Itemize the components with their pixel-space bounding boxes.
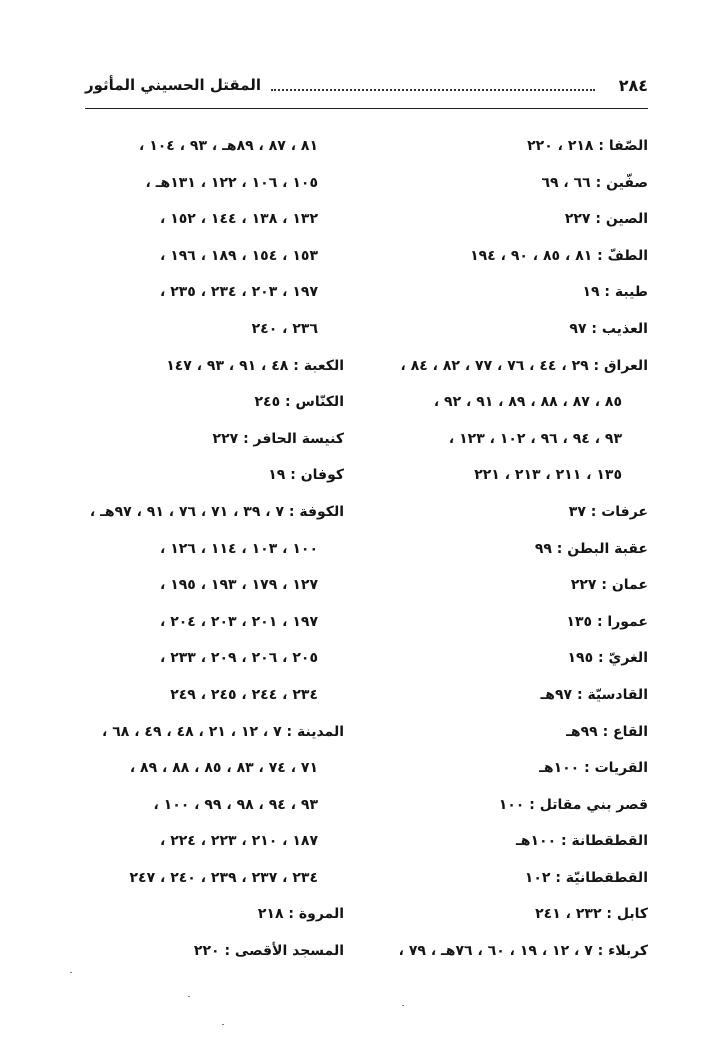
- index-page-refs: ٩٣ ، ٩٤ ، ٩٦ ، ١٠٢ ، ١٢٣ ،: [448, 430, 622, 447]
- index-entry: [54, 531, 344, 568]
- index-entry: [54, 165, 344, 202]
- index-entry: [54, 457, 344, 494]
- index-entry: [54, 714, 344, 751]
- index-page-refs: ٣٧: [568, 503, 586, 520]
- index-term: القطقطانة :: [561, 833, 648, 850]
- index-entry: [366, 896, 648, 933]
- index-page-refs: ٩٧: [569, 320, 587, 337]
- index-page-refs: ٦٦ ، ٦٩: [541, 174, 591, 191]
- index-entry: [54, 274, 344, 311]
- index-term: عرفات :: [590, 503, 648, 520]
- index-entry: [54, 494, 344, 531]
- index-entry: [366, 238, 648, 275]
- index-page-refs: ٢٣٢ ، ٢٤١: [535, 906, 602, 923]
- index-column-left: [54, 128, 344, 970]
- index-term: المروة :: [288, 906, 344, 923]
- index-entry: [366, 933, 648, 970]
- index-page-refs: ١٠٠: [498, 796, 525, 813]
- index-page-refs: ٢٤٥: [254, 394, 281, 411]
- page-header: [85, 70, 648, 100]
- index-page-refs: ١٠٥ ، ١٠٦ ، ١٢٢ ، ١٣١هـ ،: [145, 174, 318, 191]
- index-page-refs: ١٩: [268, 467, 286, 484]
- index-entry: [366, 311, 648, 348]
- index-entry: [54, 860, 344, 897]
- index-entry: [366, 348, 648, 385]
- scan-speck: [188, 996, 190, 997]
- index-page-refs: ٢٢٧: [570, 577, 597, 594]
- index-page-refs: ٩٧هـ: [540, 686, 573, 703]
- index-term: المسجد الأقصى :: [224, 943, 344, 960]
- index-entry: [54, 604, 344, 641]
- index-entry: [54, 787, 344, 824]
- index-page-refs: ٩٣ ، ٩٤ ، ٩٨ ، ٩٩ ، ١٠٠ ،: [153, 796, 318, 813]
- index-page-refs: ١٠٠هـ: [539, 760, 580, 777]
- index-entry: [54, 201, 344, 238]
- scan-speck: [222, 1024, 224, 1025]
- index-term: عقبة البطن :: [556, 540, 648, 557]
- index-term: كوفان :: [290, 467, 344, 484]
- index-page-refs: ١٩٧ ، ٢٠٣ ، ٢٣٤ ، ٢٣٥ ،: [160, 284, 318, 301]
- index-entry: [366, 604, 648, 641]
- index-page-refs: ٢٢٠: [193, 943, 220, 960]
- index-page-refs: ٢٢٧: [212, 430, 239, 447]
- index-entry: [366, 457, 648, 494]
- index-page-refs: ١٥٣ ، ١٥٤ ، ١٨٩ ، ١٩٦ ،: [160, 247, 318, 264]
- index-page-refs: ٧ ، ١٢ ، ٢١ ، ٤٨ ، ٤٩ ، ٦٨ ،: [102, 723, 282, 740]
- running-title: المقتل الحسيني المأثور: [85, 76, 261, 94]
- index-page-refs: ٢٣٤ ، ٢٤٤ ، ٢٤٥ ، ٢٤٩: [170, 686, 318, 703]
- index-page-refs: ١٠٠هـ: [516, 833, 557, 850]
- index-page-refs: ١٩: [582, 284, 600, 301]
- index-entry: [54, 421, 344, 458]
- index-page-refs: ٨١ ، ٨٧ ، ٨٩هـ ، ٩٣ ، ١٠٤ ،: [138, 138, 318, 154]
- index-term: الطفّ :: [597, 247, 648, 264]
- index-term: عمان :: [601, 577, 648, 594]
- index-entry: [54, 567, 344, 604]
- index-entry: [366, 750, 648, 787]
- index-term: المدينة :: [286, 723, 344, 740]
- index-page-refs: ٢١٨ ، ٢٢٠: [527, 138, 594, 154]
- index-term: القاع :: [602, 723, 648, 740]
- header-dot-leader: [271, 79, 595, 91]
- index-term: الصين :: [595, 211, 648, 228]
- index-page-refs: ٨٥ ، ٨٧ ، ٨٨ ، ٨٩ ، ٩١ ، ٩٢ ،: [433, 394, 622, 411]
- index-term: الكعبة :: [293, 357, 344, 374]
- index-page-refs: ١٣٥: [566, 613, 593, 630]
- index-entry: [366, 201, 648, 238]
- index-term: القريات :: [584, 760, 648, 777]
- index-page-refs: ٢٣٦ ، ٢٤٠: [251, 320, 318, 337]
- index-entry: [54, 896, 344, 933]
- index-entry: [54, 933, 344, 970]
- index-entry: [54, 750, 344, 787]
- index-entry: [366, 640, 648, 677]
- index-term: طيبة :: [604, 284, 648, 301]
- index-term: عمورا :: [596, 613, 648, 630]
- index-term: القادسيّة :: [576, 686, 648, 703]
- index-entry: [366, 823, 648, 860]
- index-page-refs: ١٠٠ ، ١٠٣ ، ١١٤ ، ١٢٦ ،: [160, 540, 318, 557]
- index-page-refs: ٨١ ، ٨٥ ، ٩٠ ، ١٩٤: [470, 247, 593, 264]
- index-entry: [54, 823, 344, 860]
- index-term: كربلاء :: [597, 943, 648, 960]
- header-rule: [85, 108, 648, 109]
- index-term: صفّين :: [595, 174, 648, 191]
- index-page-refs: ٢٩ ، ٤٤ ، ٧٦ ، ٧٧ ، ٨٢ ، ٨٤ ،: [400, 357, 589, 374]
- index-page-refs: ٤٨ ، ٩١ ، ٩٣ ، ١٤٧: [166, 357, 289, 374]
- index-entry: [366, 531, 648, 568]
- index-page-refs: ١٢٧ ، ١٧٩ ، ١٩٣ ، ١٩٥ ،: [160, 577, 318, 594]
- index-page-refs: ١٩٧ ، ٢٠١ ، ٢٠٣ ، ٢٠٤ ،: [160, 613, 318, 630]
- scan-speck: [402, 1005, 404, 1006]
- index-page-refs: ٢٠٥ ، ٢٠٦ ، ٢٠٩ ، ٢٣٣ ،: [160, 650, 318, 667]
- index-entry: [54, 348, 344, 385]
- index-term: الكوفة :: [288, 503, 344, 520]
- index-entry: [54, 238, 344, 275]
- index-page-refs: ٧١ ، ٧٤ ، ٨٣ ، ٨٥ ، ٨٨ ، ٨٩ ،: [129, 760, 318, 777]
- index-page-refs: ٩٩هـ: [566, 723, 598, 740]
- index-entry: [54, 677, 344, 714]
- index-page-refs: ٧ ، ١٢ ، ١٩ ، ٦٠ ، ٧٦هـ ، ٧٩ ،: [398, 943, 593, 960]
- index-entry: [54, 384, 344, 421]
- index-page-refs: ١٠٢: [524, 869, 551, 886]
- index-entry: [366, 128, 648, 165]
- index-term: الغريّ :: [598, 650, 648, 667]
- index-entry: [366, 494, 648, 531]
- index-page-refs: ٢٢٧: [564, 211, 591, 228]
- index-entry: [366, 677, 648, 714]
- index-entry: [366, 421, 648, 458]
- index-term: كنيسة الحافر :: [243, 430, 344, 447]
- index-entry: [366, 274, 648, 311]
- index-term: قصر بني مقاتل :: [529, 796, 648, 813]
- index-entry: [54, 128, 344, 165]
- index-entry: [54, 311, 344, 348]
- index-term: الصّفا :: [598, 138, 648, 154]
- index-page-refs: ١٩٥: [567, 650, 594, 667]
- index-page-refs: ١٣٥ ، ٢١١ ، ٢١٣ ، ٢٢١: [474, 467, 622, 484]
- index-entry: [366, 384, 648, 421]
- index-page-refs: ١٣٢ ، ١٣٨ ، ١٤٤ ، ١٥٢ ،: [160, 211, 318, 228]
- index-term: القطقطانيّة :: [555, 869, 648, 886]
- index-column-right: [366, 128, 648, 970]
- index-entry: [366, 165, 648, 202]
- index-page-refs: ١٨٧ ، ٢١٠ ، ٢٢٣ ، ٢٢٤ ،: [160, 833, 318, 850]
- index-entry: [366, 567, 648, 604]
- index-term: كابل :: [606, 906, 648, 923]
- index-page-refs: ٩٩: [534, 540, 552, 557]
- index-entry: [366, 714, 648, 751]
- index-term: العذيب :: [591, 320, 648, 337]
- index-entry: [366, 860, 648, 897]
- index-page-refs: ٧ ، ٣٩ ، ٧١ ، ٧٦ ، ٩١ ، ٩٧هـ ،: [89, 503, 285, 520]
- scan-speck: [70, 972, 72, 973]
- index-entry: [54, 640, 344, 677]
- index-page-refs: ٢٣٤ ، ٢٣٧ ، ٢٣٩ ، ٢٤٠ ، ٢٤٧: [129, 869, 318, 886]
- index-term: العراق :: [593, 357, 648, 374]
- index-page-refs: ٢١٨: [257, 906, 284, 923]
- index-entry: [366, 787, 648, 824]
- page-number: ٢٨٤: [618, 75, 648, 95]
- index-term: الكنّاس :: [285, 394, 344, 411]
